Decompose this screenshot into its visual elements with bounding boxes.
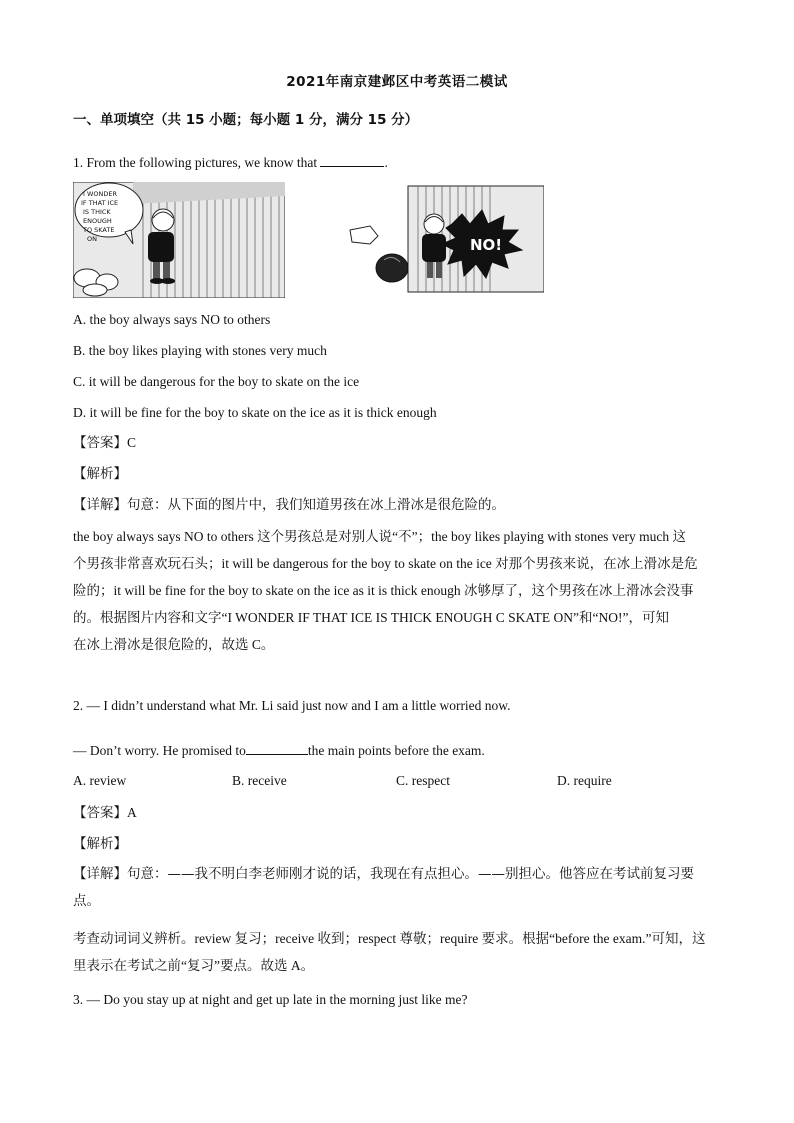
q1-stem: [73, 154, 388, 172]
q2-detail-line: 【详解】句意：——我不明白李老师刚才说的话，我现在有点担心。——别担心。他答应在考试前复习要: [73, 866, 694, 882]
q1-option-a: A. the boy always says NO to others: [73, 312, 271, 327]
svg-text:ENOUGH: ENOUGH: [83, 217, 112, 225]
q1-answer-value: C: [127, 435, 137, 450]
q2-option-d: D. require: [557, 773, 612, 788]
q1-answer-label: 【答案】: [73, 435, 127, 451]
q2-answer-value: A: [127, 805, 137, 820]
q1-answer: [73, 434, 136, 452]
q1-stem-prefix: 1. From the following pictures, we know that: [73, 155, 318, 170]
q2-option-c: C. respect: [396, 773, 450, 788]
q1-option-c: C. it will be dangerous for the boy to skate on the ice: [73, 374, 360, 389]
q1-stem-suffix: .: [384, 155, 388, 170]
q3-line1: 3. — Do you stay up at night and get up late in the morning just like me?: [73, 992, 468, 1007]
q2-explanation: [73, 925, 723, 979]
q1-analysis-label: 【解析】: [73, 466, 127, 482]
svg-text:TO SKATE: TO SKATE: [83, 226, 115, 234]
comic-panel-right: [348, 184, 544, 294]
q2-line2-prefix: — Don’t worry. He promised to: [73, 743, 246, 758]
q2-explanation-line: 考查动词词义辨析。review 复习；receive 收到；respect 尊敬；require 要求。根据“before the exam.”可知，这: [73, 931, 706, 946]
svg-text:NO!: NO!: [470, 236, 503, 254]
svg-text:I WONDER: I WONDER: [83, 190, 118, 198]
q1-explanation-line: 的。根据图片内容和文字“I WONDER IF THAT ICE IS THICK ENOUGH C SKATE ON”和“NO!”，可知: [73, 610, 669, 625]
q2-line1: 2. — I didn’t understand what Mr. Li said just now and I am a little worried now.: [73, 698, 511, 713]
q1-option-b: B. the boy likes playing with stones very much: [73, 343, 327, 358]
q2-detail: [73, 861, 723, 915]
svg-text:IS THICK: IS THICK: [83, 208, 111, 216]
q1-explanation-line: the boy always says NO to others 这个男孩总是对别人说“不”；the boy likes playing with stones very much 这: [73, 529, 687, 544]
section-heading: 一、单项填空（共 15 小题；每小题 1 分，满分 15 分）: [73, 112, 419, 128]
q2-answer: [73, 804, 137, 822]
svg-text:IF THAT ICE: IF THAT ICE: [81, 199, 119, 207]
q1-option-d: D. it will be fine for the boy to skate on the ice as it is thick enough: [73, 405, 437, 420]
q2-line2: [73, 742, 485, 760]
svg-text:ON: ON: [87, 235, 97, 243]
q1-explanation-line: 个男孩非常喜欢玩石头；it will be dangerous for the boy to skate on the ice 对那个男孩来说，在冰上滑冰是危: [73, 556, 698, 571]
q2-option-a: A. review: [73, 773, 127, 788]
q2-explanation-line: 里表示在考试之前“复习”要点。故选 A。: [73, 958, 315, 973]
q2-analysis-label: 【解析】: [73, 836, 127, 852]
q2-option-b: B. receive: [232, 773, 287, 788]
q2-blank: [246, 742, 308, 755]
q1-detail: 【详解】句意：从下面的图片中，我们知道男孩在冰上滑冰是很危险的。: [73, 497, 505, 513]
comic-panel-left: [73, 182, 285, 298]
page-title: 2021年南京建邺区中考英语二模试: [286, 74, 508, 90]
q1-explanation-line: 险的；it will be fine for the boy to skate on the ice as it is thick enough 冰够厚了，这个男孩在冰上滑冰会没事: [73, 583, 694, 598]
q2-line2-suffix: the main points before the exam.: [307, 743, 485, 758]
q1-blank: [320, 154, 384, 167]
q1-explanation: [73, 523, 723, 658]
q1-explanation-line: 在冰上滑冰是很危险的，故选 C。: [73, 637, 275, 652]
q2-answer-label: 【答案】: [73, 805, 127, 821]
q2-detail-line: 点。: [73, 893, 100, 909]
